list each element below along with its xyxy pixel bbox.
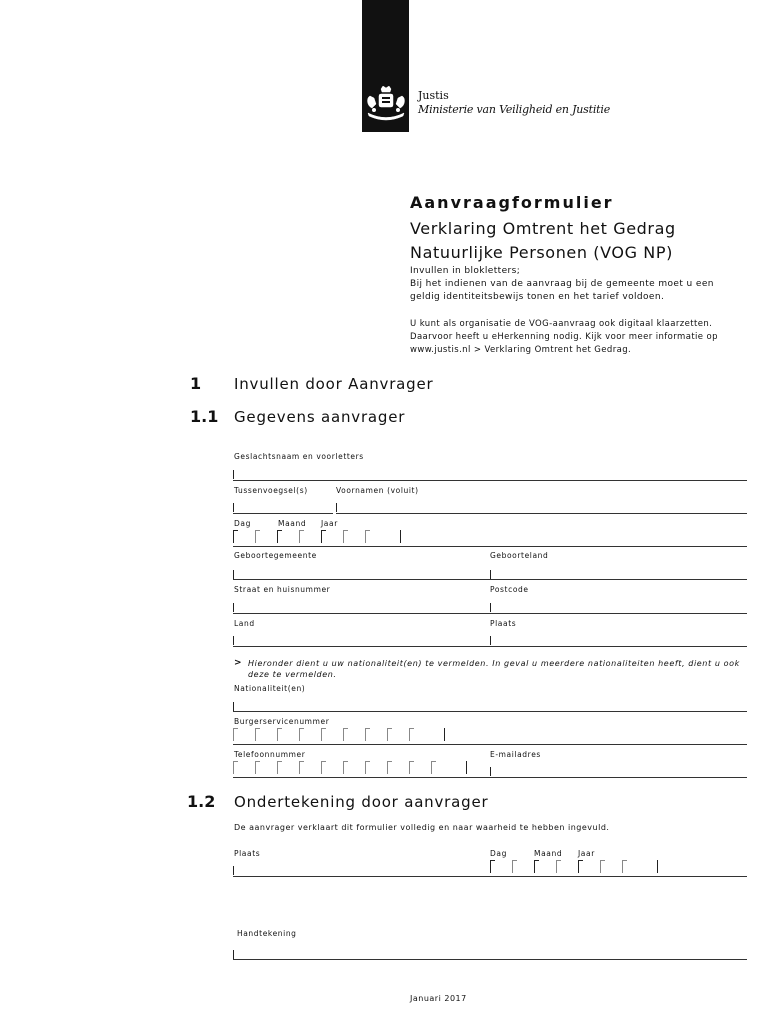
- label-ondertekening-maand: Maand: [534, 849, 563, 858]
- section-1-1-title: Gegevens aanvrager: [234, 408, 406, 426]
- footer-date: Januari 2017: [410, 994, 467, 1003]
- label-straat: Straat en huisnummer: [234, 585, 331, 594]
- field-tick: [233, 470, 234, 479]
- crown-lion-emblem-icon: [364, 86, 408, 122]
- digit-box[interactable]: [343, 759, 365, 775]
- digit-box[interactable]: [387, 528, 409, 544]
- label-ondertekening-plaats: Plaats: [234, 849, 261, 858]
- note-arrow-icon: >: [234, 658, 242, 668]
- nationaliteit-field[interactable]: [233, 711, 747, 712]
- digit-box[interactable]: [365, 759, 387, 775]
- tussenvoegsel-field[interactable]: [233, 513, 333, 514]
- field-tick: [490, 603, 491, 612]
- section-1-number: 1: [190, 374, 202, 393]
- label-plaats: Plaats: [490, 619, 517, 628]
- label-geslachtsnaam: Geslachtsnaam en voorletters: [234, 452, 364, 461]
- digit-box[interactable]: [255, 726, 277, 742]
- label-telefoon: Telefoonnummer: [234, 750, 306, 759]
- digit-box[interactable]: [644, 858, 666, 874]
- field-tick: [336, 503, 337, 512]
- digit-box[interactable]: [409, 759, 431, 775]
- digital-line-1: U kunt als organisatie de VOG-aanvraag ook digitaal klaarzetten.: [410, 319, 713, 329]
- field-tick: [490, 636, 491, 645]
- field-tick: [233, 636, 234, 645]
- label-dag: Dag: [234, 519, 251, 528]
- digit-box[interactable]: [578, 858, 600, 874]
- digit-box[interactable]: [255, 528, 277, 544]
- digit-box[interactable]: [409, 726, 431, 742]
- field-tick: [490, 570, 491, 579]
- adres-fields[interactable]: [233, 613, 747, 614]
- label-voornamen: Voornamen (voluit): [336, 486, 419, 495]
- label-geboortegemeente: Geboortegemeente: [234, 551, 317, 560]
- declaration-text: De aanvrager verklaart dit formulier volledig en naar waarheid te hebben ingevuld.: [234, 823, 610, 832]
- ondertekening-plaats-field[interactable]: [233, 876, 747, 877]
- label-nationaliteit: Nationaliteit(en): [234, 684, 306, 693]
- digit-box[interactable]: [233, 759, 255, 775]
- land-plaats-fields[interactable]: [233, 646, 747, 647]
- digital-line-2: Daarvoor heeft u eHerkenning nodig. Kijk voor meer informatie op: [410, 332, 718, 342]
- section-1-2-title: Ondertekening door aanvrager: [234, 793, 489, 811]
- digital-line-3: www.justis.nl > Verklaring Omtrent het Gedrag.: [410, 345, 632, 355]
- digit-box[interactable]: [387, 759, 409, 775]
- nationality-note-1: Hieronder dient u uw nationaliteit(en) te vermelden. In geval u meerdere nationaliteiten heeft, dient u ook: [248, 659, 740, 668]
- digit-box[interactable]: [622, 858, 644, 874]
- section-1-2-number: 1.2: [187, 792, 216, 811]
- digit-box[interactable]: [299, 528, 321, 544]
- contact-divider[interactable]: [233, 777, 747, 778]
- digit-box[interactable]: [277, 528, 299, 544]
- label-handtekening: Handtekening: [237, 929, 297, 938]
- geboortedatum-boxes[interactable]: [233, 528, 409, 544]
- intro-line-3: geldig identiteitsbewijs tonen en het tarief voldoen.: [410, 292, 665, 302]
- section-1-title: Invullen door Aanvrager: [234, 375, 434, 393]
- field-tick: [233, 603, 234, 612]
- bsn-boxes[interactable]: [233, 726, 453, 742]
- label-ondertekening-dag: Dag: [490, 849, 507, 858]
- digit-box[interactable]: [600, 858, 622, 874]
- ministry-name-full: Ministerie van Veiligheid en Justitie: [418, 103, 611, 116]
- digit-box[interactable]: [343, 726, 365, 742]
- geboorte-fields[interactable]: [233, 579, 747, 580]
- label-jaar: Jaar: [321, 519, 338, 528]
- digit-box[interactable]: [255, 759, 277, 775]
- voornamen-field[interactable]: [336, 513, 747, 514]
- section-1-1-number: 1.1: [190, 407, 219, 426]
- field-tick: [233, 503, 234, 512]
- digit-box[interactable]: [299, 759, 321, 775]
- digit-box[interactable]: [453, 759, 475, 775]
- digit-box[interactable]: [387, 726, 409, 742]
- digit-box[interactable]: [321, 528, 343, 544]
- digit-box[interactable]: [343, 528, 365, 544]
- label-email: E-mailadres: [490, 750, 541, 759]
- digit-box[interactable]: [321, 726, 343, 742]
- digit-box[interactable]: [556, 858, 578, 874]
- form-subtitle-2: Natuurlijke Personen (VOG NP): [410, 243, 673, 262]
- form-title: Aanvraagformulier: [410, 193, 614, 212]
- label-geboorteland: Geboorteland: [490, 551, 549, 560]
- label-bsn: Burgerservicenummer: [234, 717, 330, 726]
- label-land: Land: [234, 619, 255, 628]
- date-divider: [233, 546, 747, 547]
- field-tick: [233, 866, 234, 875]
- label-postcode: Postcode: [490, 585, 529, 594]
- digit-box[interactable]: [233, 726, 255, 742]
- intro-line-2: Bij het indienen van de aanvraag bij de gemeente moet u een: [410, 279, 714, 289]
- digit-box[interactable]: [321, 759, 343, 775]
- label-tussenvoegsel: Tussenvoegsel(s): [234, 486, 308, 495]
- intro-line-1: Invullen in blokletters;: [410, 266, 521, 276]
- digit-box[interactable]: [490, 858, 512, 874]
- ondertekening-datum-boxes[interactable]: [490, 858, 666, 874]
- field-tick: [490, 767, 491, 776]
- telefoon-boxes[interactable]: [233, 759, 475, 775]
- form-subtitle-1: Verklaring Omtrent het Gedrag: [410, 219, 676, 238]
- nationality-note-2: deze te vermelden.: [248, 670, 337, 679]
- digit-box[interactable]: [512, 858, 534, 874]
- digit-box[interactable]: [431, 726, 453, 742]
- field-tick: [233, 702, 234, 711]
- digit-box[interactable]: [365, 726, 387, 742]
- geslachtsnaam-field[interactable]: [233, 480, 747, 481]
- digit-box[interactable]: [365, 528, 387, 544]
- digit-box[interactable]: [233, 528, 255, 544]
- digit-box[interactable]: [277, 726, 299, 742]
- digit-box[interactable]: [431, 759, 453, 775]
- digit-box[interactable]: [277, 759, 299, 775]
- field-tick: [233, 950, 234, 959]
- label-maand: Maand: [278, 519, 307, 528]
- label-ondertekening-jaar: Jaar: [578, 849, 595, 858]
- ministry-name-short: Justis: [418, 89, 449, 102]
- field-tick: [233, 570, 234, 579]
- bsn-divider: [233, 744, 747, 745]
- digit-box[interactable]: [299, 726, 321, 742]
- digit-box[interactable]: [534, 858, 556, 874]
- handtekening-field[interactable]: [233, 959, 747, 960]
